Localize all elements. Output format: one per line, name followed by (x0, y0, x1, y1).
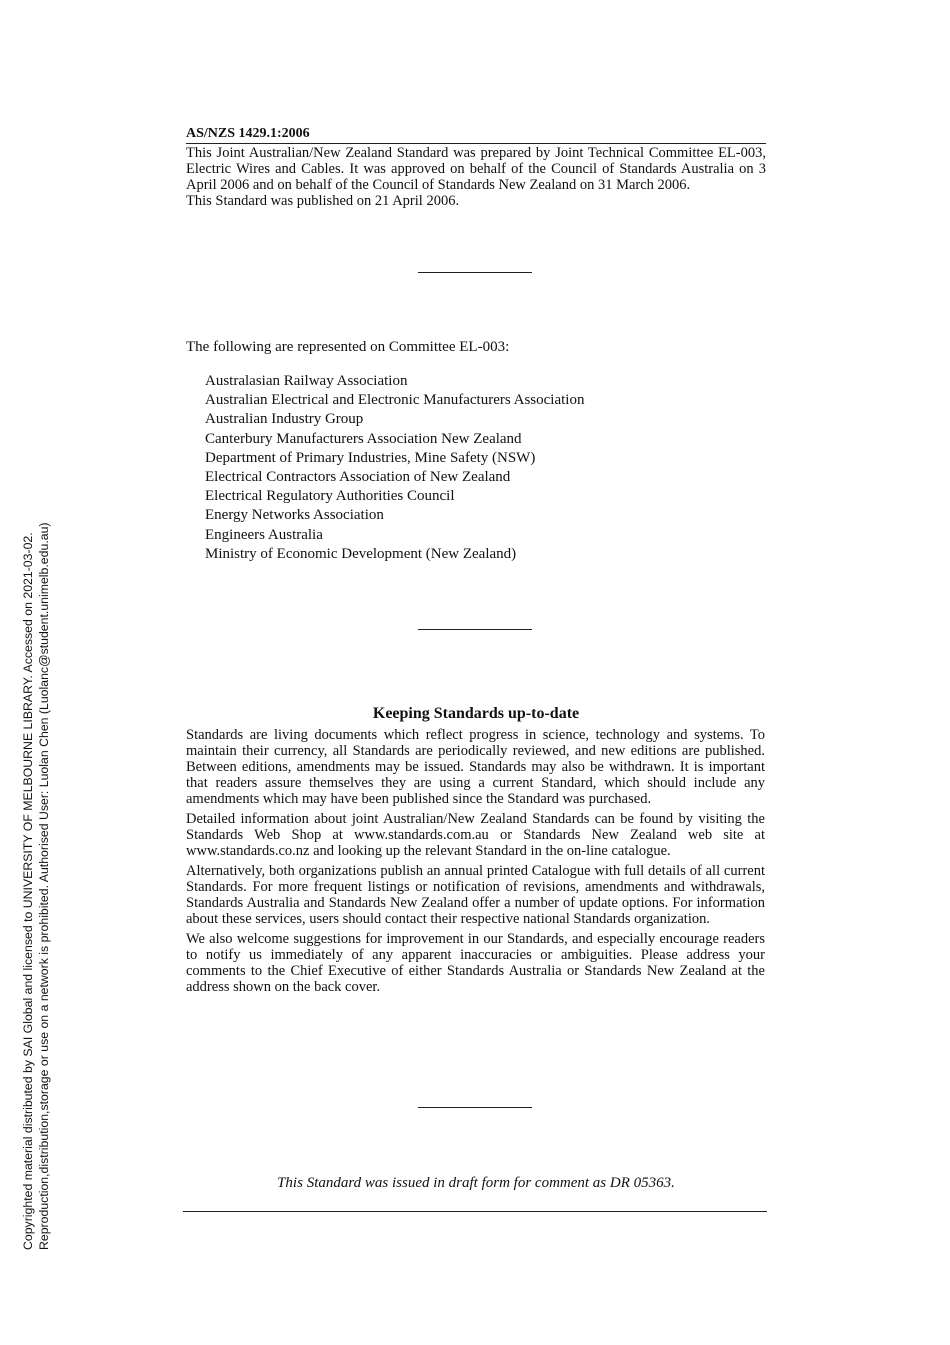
preparation-statement: This Joint Australian/New Zealand Standard was prepared by Joint Technical Committee EL-003, Electric Wires and Cables. It was approved on behalf of the Council of Standards Australia on 3 April 2006 and on behalf of the Council of Standards New Zealand on 31 March 2006. (186, 145, 766, 193)
committee-member: Department of Primary Industries, Mine Safety (NSW) (205, 449, 536, 466)
committee-intro: The following are represented on Committee EL-003: (186, 339, 510, 355)
preparation-statement-block (186, 145, 766, 209)
committee-member: Australian Industry Group (205, 411, 364, 428)
body-paragraph: Alternatively, both organizations publish an annual printed Catalogue with full details of all current Standards. For more frequent listings or notification of revisions, amendments and withdrawals, Standards Australia and Standards New Zealand offer a number of update options. For information about these services, users should contact their respective national Standards organization. (186, 863, 765, 927)
footer-rule (183, 1211, 767, 1212)
body-paragraph: Standards are living documents which reflect progress in science, technology and systems. To maintain their currency, all Standards are periodically reviewed, and new editions are published. Between editions, amendments may be issued. Standards may also be withdrawn. It is important that readers assure themselves they are using a current Standard, which should include any amendments which may have been published since the Standard was purchased. (186, 727, 765, 807)
committee-member: Ministry of Economic Development (New Zealand) (205, 545, 517, 562)
body-paragraph: Detailed information about joint Australian/New Zealand Standards can be found by visiting the Standards Web Shop at www.standards.com.au or Standards New Zealand web site at www.standards.co.nz and looking up the relevant Standard in the on-line catalogue. (186, 811, 765, 859)
committee-member: Energy Networks Association (205, 507, 384, 524)
publication-date-statement: This Standard was published on 21 April 2006. (186, 193, 460, 209)
copyright-line-1: Copyrighted material distributed by SAI Global and licensed to UNIVERSITY OF MELBOURNE LIBRARY. Accessed on 2021-03-02. (21, 532, 35, 1250)
section-divider-1 (418, 272, 532, 273)
copyright-side-notice (20, 490, 52, 1250)
standard-code-heading: AS/NZS 1429.1:2006 (186, 126, 766, 144)
committee-member: Electrical Regulatory Authorities Council (205, 488, 455, 505)
draft-note: This Standard was issued in draft form for comment as DR 05363. (277, 1175, 675, 1191)
committee-member: Engineers Australia (205, 526, 323, 543)
committee-member-list (205, 372, 584, 564)
copyright-line-2: Reproduction,distribution,storage or use on a network is prohibited. Authorised User: Luolan Chen (Luolanc@student.unimelb.edu.au) (37, 522, 51, 1250)
keeping-standards-body (186, 727, 765, 999)
keeping-standards-heading: Keeping Standards up-to-date (372, 705, 580, 722)
committee-member: Canterbury Manufacturers Association New Zealand (205, 430, 522, 447)
committee-member: Australian Electrical and Electronic Manufacturers Association (205, 392, 585, 409)
committee-member: Electrical Contractors Association of New Zealand (205, 469, 511, 486)
section-divider-2 (418, 629, 532, 630)
body-paragraph: We also welcome suggestions for improvement in our Standards, and especially encourage readers to notify us immediately of any apparent inaccuracies or ambiguities. Please address your comments to the Chief Executive of either Standards Australia or Standards New Zealand at the address shown on the back cover. (186, 931, 765, 995)
committee-member: Australasian Railway Association (205, 373, 408, 389)
section-divider-3 (418, 1107, 532, 1108)
